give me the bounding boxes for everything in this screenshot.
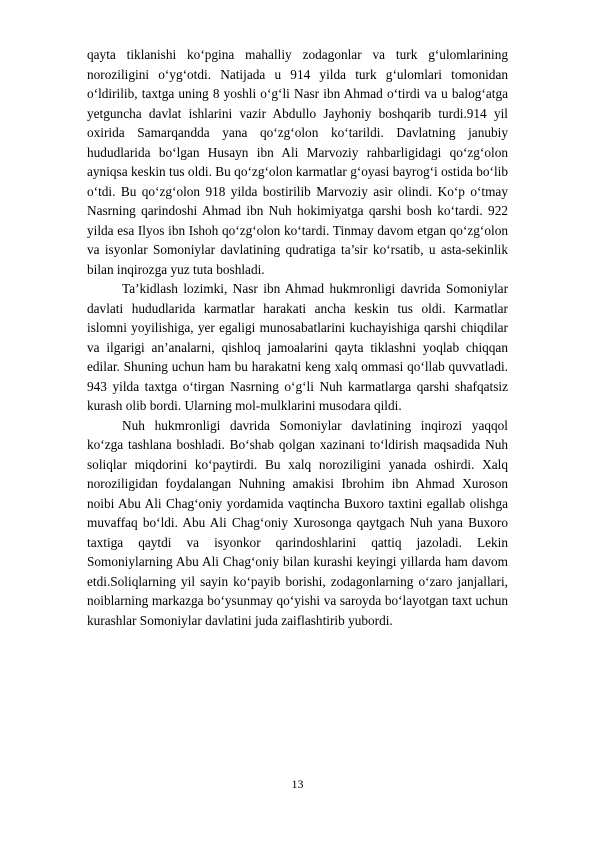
page-number: 13: [291, 777, 304, 791]
paragraph-3: Nuh hukmronligi davrida Somoniylar davlatining inqirozi yaqqol ko‘zga tashlana boshladi. Bo‘shab qolgan xazinani to‘ldirish maqsadida Nuh soliqlar miqdorini ko‘paytirdi. Bu xalq noroziligini yanada oshirdi. Xalq noroziligidan foydalangan Nuhning amakisi Ibrohim ibn Ahmad Xuroson noibi Abu Ali Chag‘oniy yordamida vaqtincha Buxoro taxtini egallab olishga muvaffaq bo‘ldi. Abu Ali Chag‘oniy Xurosonga qaytgach Nuh yana Buxoro taxtiga qaytdi va isyonkor qarindoshlarini qattiq jazoladi. Lekin Somoniylarning Abu Ali Chag‘oniy bilan kurashi keyingi yillarda ham davom etdi.Soliqlarning yil sayin ko‘payib borishi, zodagonlarning o‘zaro janjallari, noiblarning markazga bo‘ysunmay qo‘yishi va saroyda bo‘layotgan taxt uchun kurashlar Somoniylar davlatini juda zaiflashtirib yubordi.: [87, 417, 508, 628]
paragraph-2: Ta’kidlash lozimki, Nasr ibn Ahmad hukmronligi davrida Somoniylar davlati hududlarida karmatlar harakati ancha keskin tus oldi. Karmatlar islomni yoyilishiga, yer egaligi munosabatlarini kuchayishiga qarshi chiqdilar va ilgarigi an’analarni, qishloq jamoalarini qayta tiklashni yoqlab chiqqan edilar. Shuning uchun ham bu harakatni keng xalq ommasi qo‘llab quvvatladi. 943 yilda taxtga o‘tirgan Nasrning o‘g‘li Nuh karmatlarga qarshi shafqatsiz kurash olib bordi. Ularning mol-mulklarini musodara qildi.: [87, 281, 508, 413]
body-text: [87, 45, 508, 630]
paragraph-1: qayta tiklanishi ko‘pgina mahalliy zodagonlar va turk g‘ulomlarining noroziligini o‘yg‘otdi. Natijada u 914 yilda turk g‘ulomlari tomonidan o‘ldirilib, taxtga uning 8 yoshli o‘g‘li Nasr ibn Ahmad o‘tirdi va u balog‘atga yetguncha davlat ishlarini vazir Abdullo Jayhoniy boshqarib turdi.914 yil oxirida Samarqandda yana qo‘zg‘olon ko‘tarildi. Davlatning janubiy hududlarida bo‘lgan Husayn ibn Ali Marvoziy rahbarligidagi qo‘zg‘olon ayniqsa keskin tus oldi. Bu qo‘zg‘olon karmatlar g‘oyasi bayrog‘i ostida bo‘lib o‘tdi. Bu qo‘zg‘olon 918 yilda bostirilib Marvoziy asir olindi. Ko‘p o‘tmay Nasrning qarindoshi Ahmad ibn Nuh hokimiyatga qarshi bosh ko‘tardi. 922 yilda esa Ilyos ibn Ishoh qo‘zg‘olon ko‘tardi. Tinmay davom etgan qo‘zg‘olon va isyonlar Somoniylar davlatining qudratiga ta’sir ko‘rsatib, u asta-sekinlik bilan inqirozga yuz tuta boshladi.: [87, 47, 508, 277]
